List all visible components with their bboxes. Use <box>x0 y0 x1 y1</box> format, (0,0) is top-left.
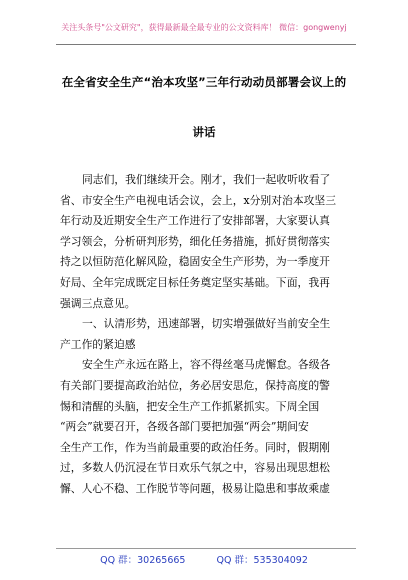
body-line: 过，多数人仍沉浸在节日欢乐气氛之中，容易出现思想松 <box>60 461 330 475</box>
body-line: 好局、全年完成既定目标任务奠定坚实基础。下面，我再 <box>60 275 330 289</box>
footer-contacts <box>0 552 408 566</box>
body-line: 持之以恒防范化解风险，稳固安全生产形势，为一季度开 <box>60 255 330 269</box>
body-line: 有关部门要提高政治站位，务必居安思危，保持高度的警 <box>60 378 330 392</box>
document-title: 在全省安全生产“治本攻坚”三年行动动员部署会议上的 <box>61 75 347 89</box>
body-line: 惕和清醒的头脑，把安全生产工作抓紧抓实。下周全国 <box>60 399 320 413</box>
body-line: 安全生产永远在路上，容不得丝毫马虎懈怠。各级各 <box>82 358 331 372</box>
body-line: 同志们，我们继续开会。刚才，我们一起收听收看了 <box>82 173 331 186</box>
section-heading: 一、认清形势，迅速部署，切实增强做好当前安全生 <box>82 317 331 331</box>
header-promo-note: 关注头条号"公文研究"，获得最新最全最专业的公文资料库！ 微信：gongwenyj <box>61 23 347 32</box>
footer-divider <box>56 548 356 549</box>
footer-qq-group-1: QQ 群：30265665 <box>100 555 186 566</box>
body-line: 懈、人心不稳、工作脱节等问题，极易让隐患和事故乘虚 <box>60 481 330 495</box>
document-title-suffix: 讲话 <box>192 125 216 139</box>
body-line: “两会”就要召开，各级各部门要把加强“两会”期间安 <box>60 420 309 434</box>
document-body <box>60 170 352 500</box>
body-line: 全生产工作，作为当前最重要的政治任务。同时，假期刚 <box>60 440 330 454</box>
header-divider <box>56 44 356 45</box>
footer-qq-group-2: QQ 群：535304092 <box>216 555 308 566</box>
body-line: 年行动及近期安全生产工作进行了安排部署，大家要认真 <box>60 214 330 228</box>
body-line: 强调三点意见。 <box>60 296 136 310</box>
section-heading-continued: 产工作的紧迫感 <box>60 337 136 351</box>
body-line: 学习领会，分析研判形势，细化任务措施，抓好贯彻落实 <box>60 234 330 248</box>
body-line: 省、市安全生产电视电话会议，会上，x分别对治本攻坚三 <box>60 193 337 207</box>
